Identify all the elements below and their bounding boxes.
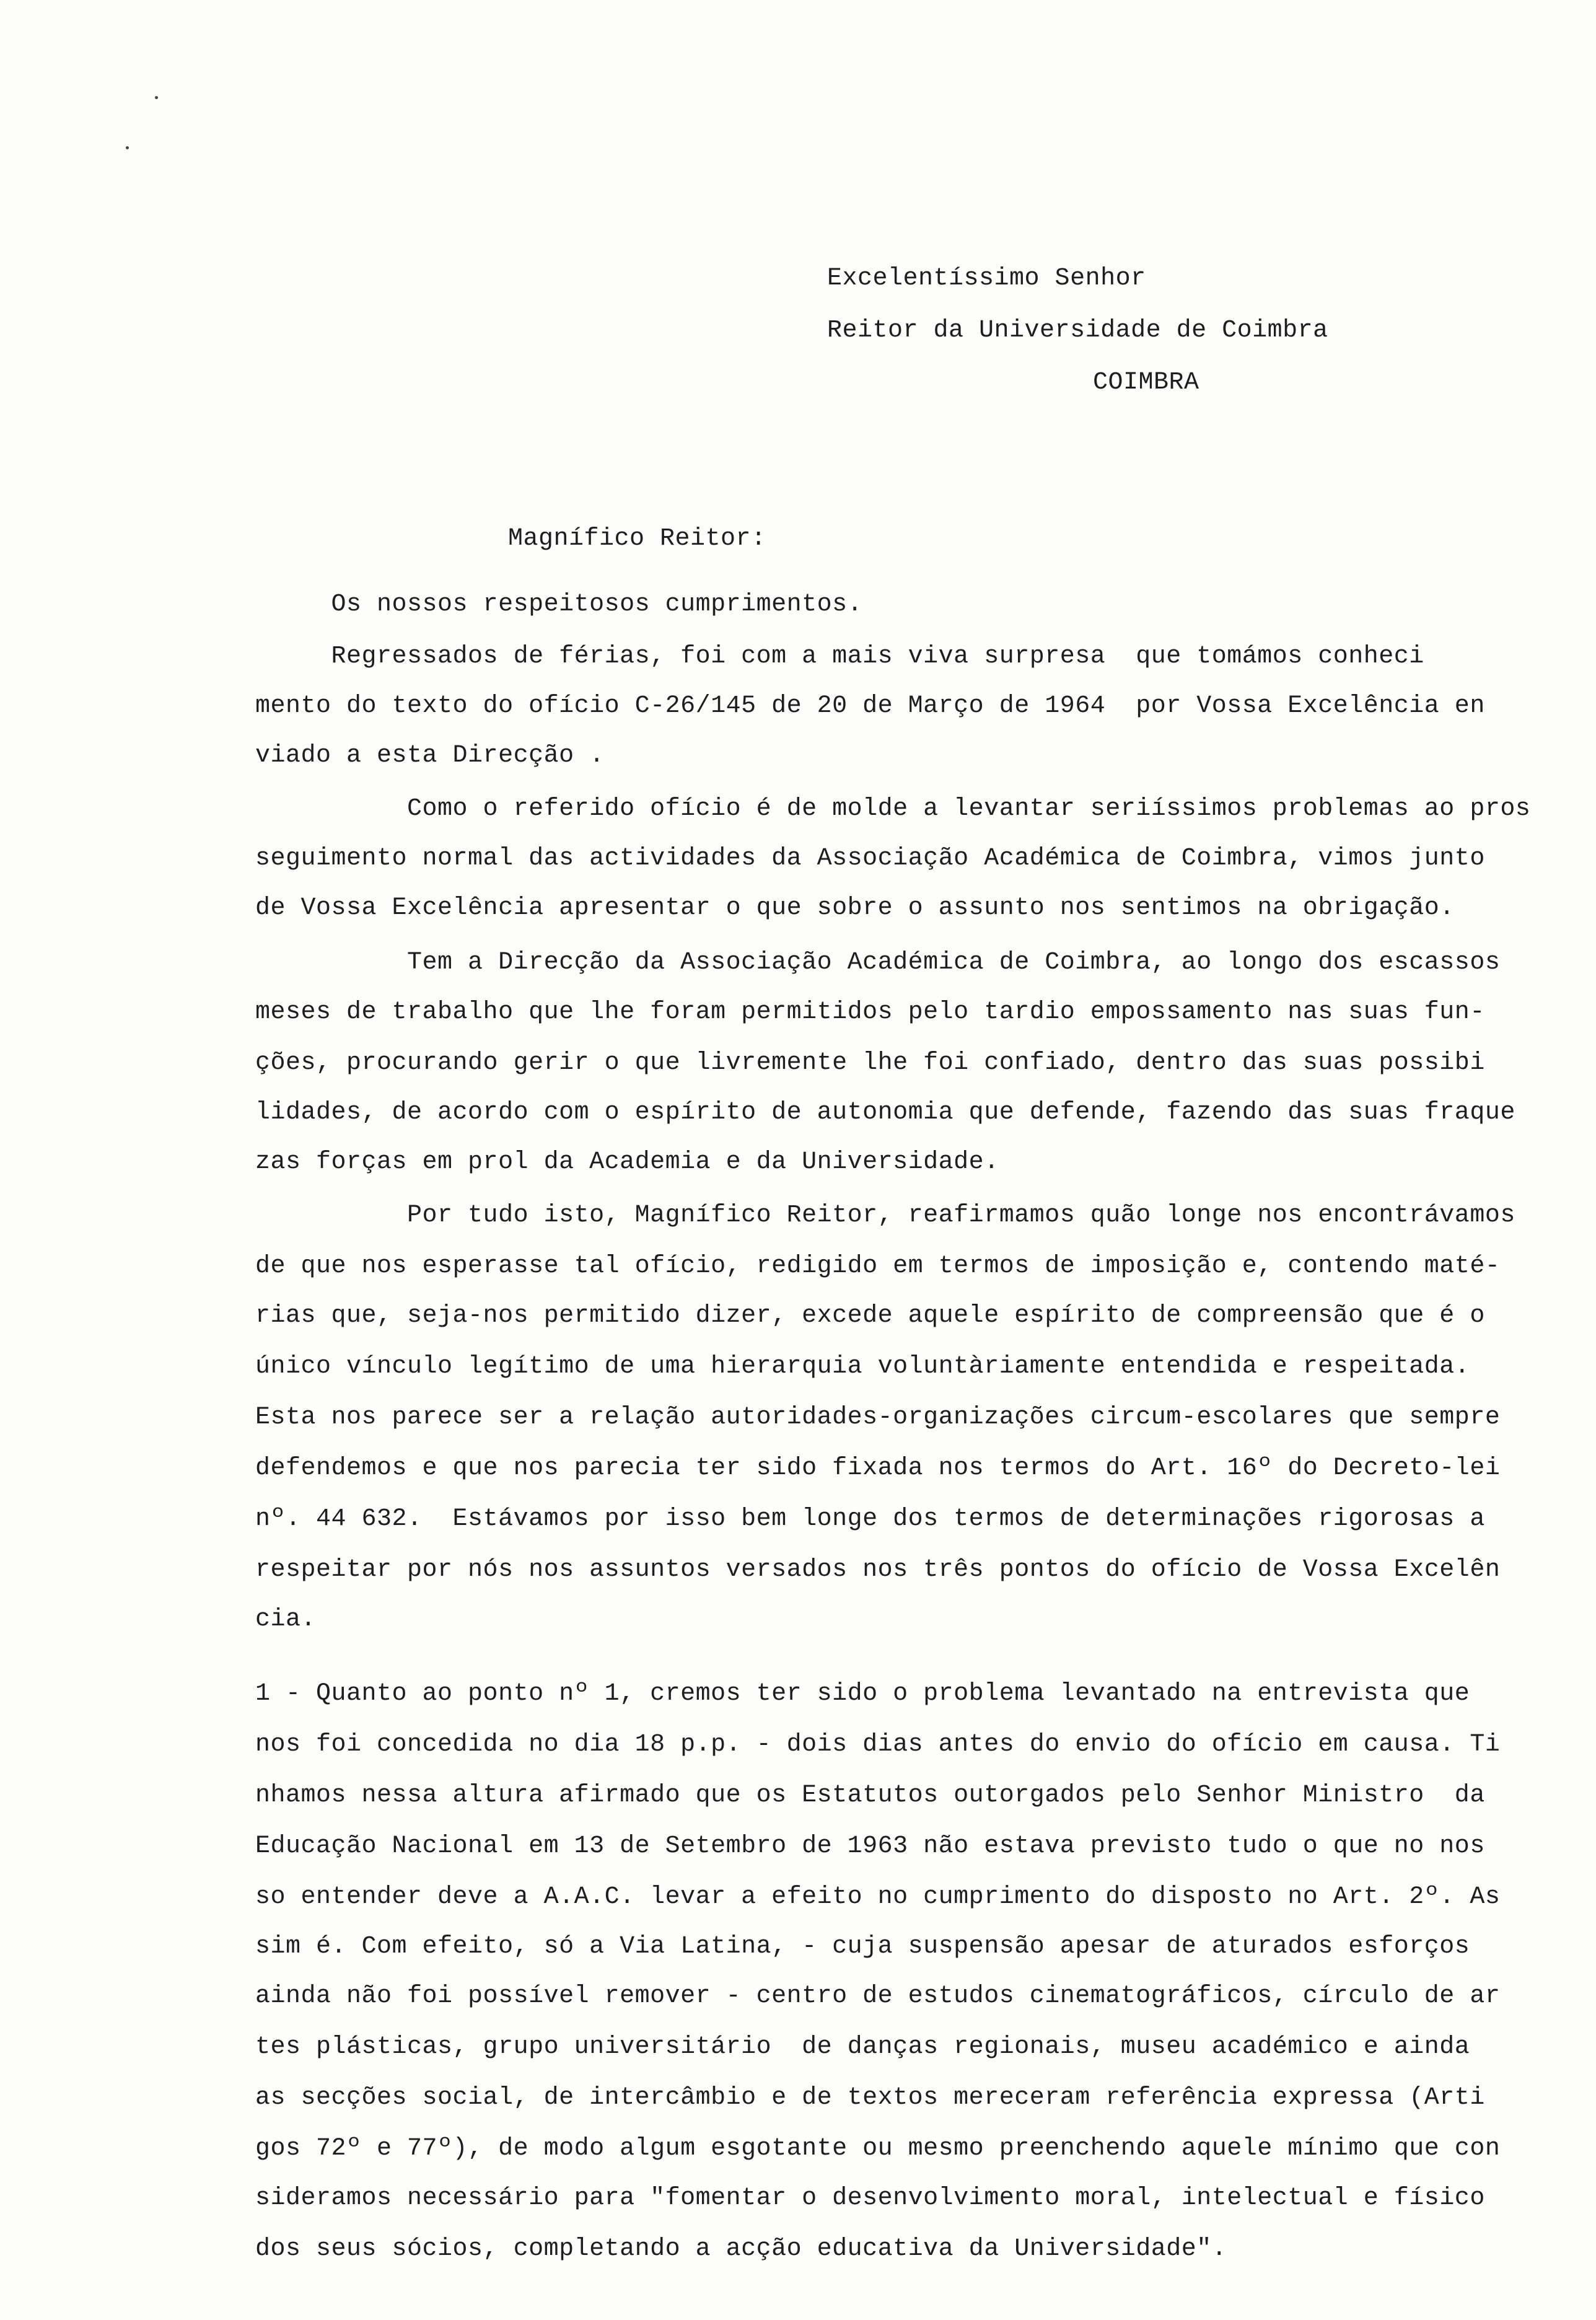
address-city: COIMBRA [1093, 369, 1199, 397]
body-line: nhamos nessa altura afirmado que os Estatutos outorgados pelo Senhor Ministro da [255, 1782, 1485, 1809]
body-line: zas forças em prol da Academia e da Universidade. [255, 1148, 999, 1176]
body-line: dos seus sócios, completando a acção educativa da Universidade". [255, 2235, 1227, 2263]
body-line: cia. [255, 1606, 317, 1633]
body-line: sideramos necessário para "fomentar o desenvolvimento moral, intelectual e físico [255, 2184, 1485, 2212]
body-line: Por tudo isto, Magnífico Reitor, reafirmamos quão longe nos encontrávamos [255, 1202, 1515, 1229]
body-line: Como o referido ofício é de molde a levantar seriíssimos problemas ao pros [255, 795, 1531, 823]
body-line: de que nos esperasse tal ofício, redigido em termos de imposição e, contendo maté- [255, 1252, 1501, 1280]
body-line: Esta nos parece ser a relação autoridades-organizações circum-escolares que sempre [255, 1404, 1501, 1431]
body-line: 1 - Quanto ao ponto nº 1, cremos ter sido o problema levantado na entrevista que [255, 1680, 1470, 1708]
body-line: gos 72º e 77º), de modo algum esgotante ou mesmo preenchendo aquele mínimo que con [255, 2135, 1501, 2163]
body-line: viado a esta Direcção . [255, 742, 605, 770]
body-line: único vínculo legítimo de uma hierarquia voluntàriamente entendida e respeitada. [255, 1353, 1470, 1381]
body-line: Educação Nacional em 13 de Setembro de 1963 não estava previsto tudo o que no nos [255, 1832, 1485, 1860]
body-line: respeitar por nós nos assuntos versados nos três pontos do ofício de Vossa Excelên [255, 1556, 1501, 1584]
body-line: rias que, seja-nos permitido dizer, excede aquele espírito de compreensão que é o [255, 1302, 1485, 1330]
address-line-1: Excelentíssimo Senhor [827, 265, 1146, 292]
body-line: mento do texto do ofício C-26/145 de 20 de Março de 1964 por Vossa Excelência en [255, 692, 1485, 720]
body-line: ções, procurando gerir o que livremente lhe foi confiado, dentro das suas possibi [255, 1049, 1485, 1077]
paper-speck [126, 146, 129, 149]
body-line: Tem a Direcção da Associação Académica de Coimbra, ao longo dos escassos [255, 949, 1501, 977]
body-line: nº. 44 632. Estávamos por isso bem longe dos termos de determinações rigorosas a [255, 1505, 1485, 1533]
body-line: as secções social, de intercâmbio e de textos mereceram referência expressa (Arti [255, 2084, 1485, 2112]
paper-speck [155, 96, 158, 99]
body-line: meses de trabalho que lhe foram permitidos pelo tardio empossamento nas suas fun- [255, 998, 1485, 1026]
body-line: seguimento normal das actividades da Associação Académica de Coimbra, vimos junto [255, 845, 1485, 872]
body-line: Os nossos respeitosos cumprimentos. [255, 591, 863, 618]
salutation: Magnífico Reitor: [508, 525, 766, 553]
body-line: so entender deve a A.A.C. levar a efeito no cumprimento do disposto no Art. 2º. As [255, 1883, 1501, 1911]
body-line: nos foi concedida no dia 18 p.p. - dois dias antes do envio do ofício em causa. Ti [255, 1731, 1501, 1759]
body-line: lidades, de acordo com o espírito de autonomia que defende, fazendo das suas fraque [255, 1099, 1515, 1127]
body-line: Regressados de férias, foi com a mais viva surpresa que tomámos conheci [255, 643, 1424, 670]
body-line: tes plásticas, grupo universitário de danças regionais, museu académico e ainda [255, 2033, 1470, 2061]
body-line: ainda não foi possível remover - centro de estudos cinematográficos, círculo de ar [255, 1982, 1501, 2010]
body-line: defendemos e que nos parecia ter sido fixada nos termos do Art. 16º do Decreto-lei [255, 1454, 1501, 1482]
address-line-2: Reitor da Universidade de Coimbra [827, 317, 1328, 345]
body-line: sim é. Com efeito, só a Via Latina, - cuja suspensão apesar de aturados esforços [255, 1933, 1470, 1961]
body-line: de Vossa Excelência apresentar o que sobre o assunto nos sentimos na obrigação. [255, 894, 1455, 922]
